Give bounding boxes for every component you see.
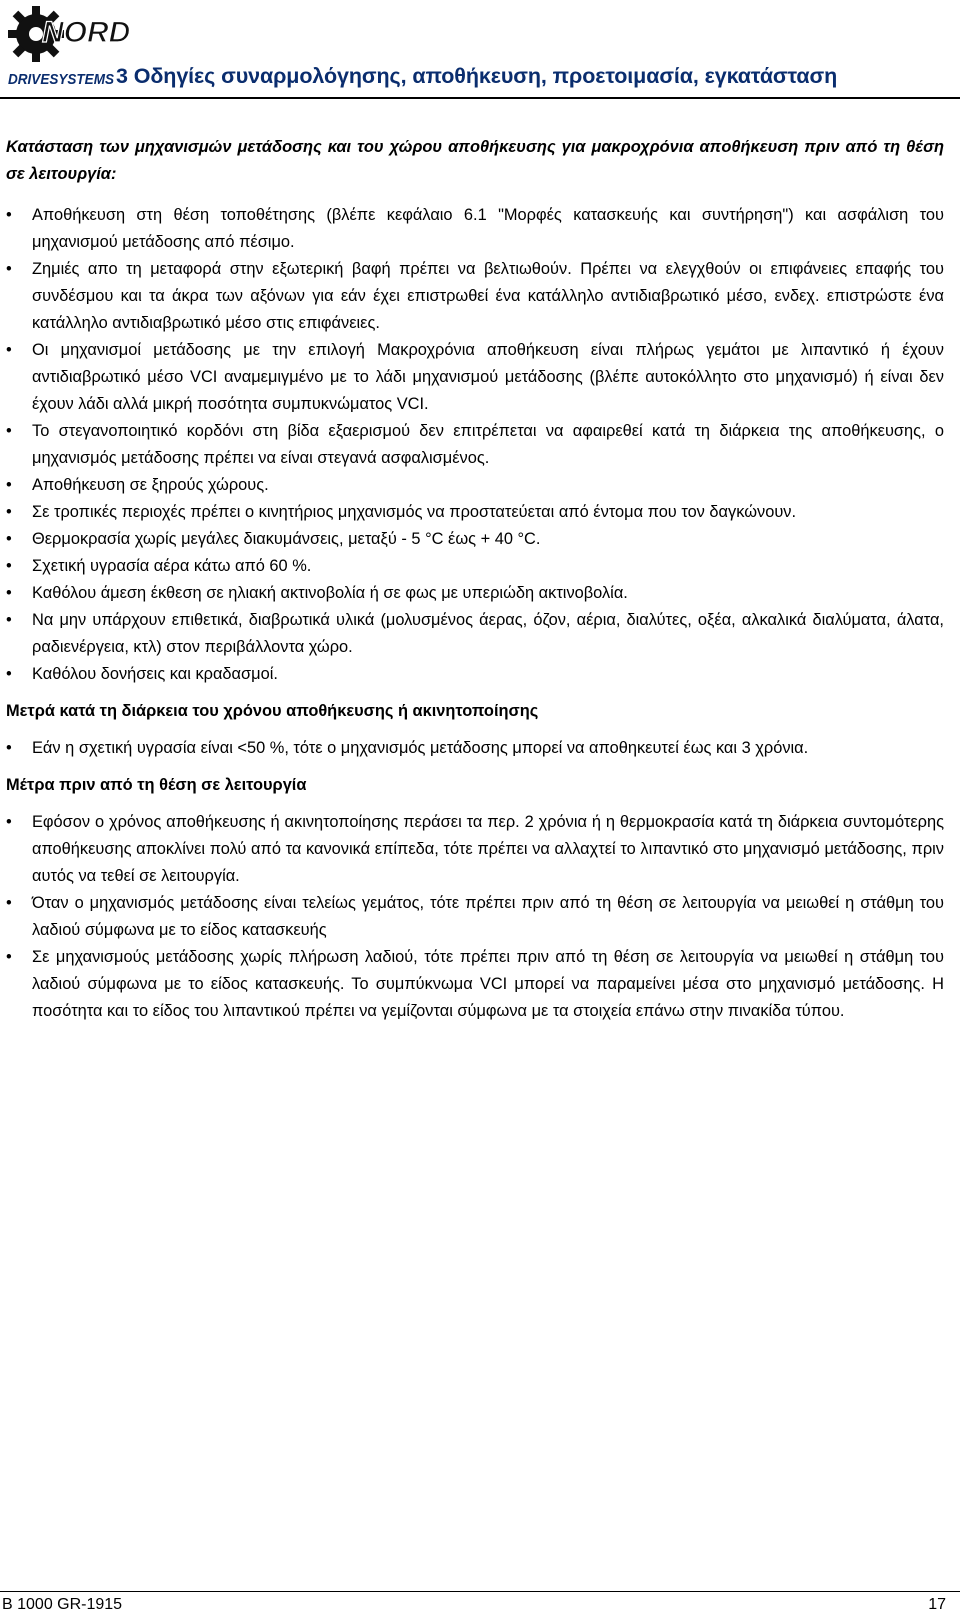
bullet-icon: • <box>6 260 12 278</box>
section-heading-storage-measures: Μετρά κατά τη διάρκεια του χρόνου αποθήκευσης ή ακινητοποίησης <box>6 702 539 720</box>
bullet-icon: • <box>6 665 12 683</box>
list-item: • Καθόλου δονήσεις και κραδασμοί. <box>6 661 944 688</box>
bullet-icon: • <box>6 611 12 629</box>
bullet-icon: • <box>6 739 12 757</box>
list-item: • Το στεγανοποιητικό κορδόνι στη βίδα εξαερισμού δεν επιτρέπεται να αφαιρεθεί κατά τη διάρκεια της αποθήκευσης, ο μηχανισμός μετάδοσης πρέπει να είναι στεγανά ασφαλισμένος. <box>6 418 944 472</box>
bullet-icon: • <box>6 206 12 224</box>
list-item: • Σε μηχανισμούς μετάδοσης χωρίς πλήρωση λαδιού, τότε πρέπει πριν από τη θέση σε λειτουργία να μειωθεί η στάθμη του λαδιού σύμφωνα με το είδος κατασκευής. Το συμπύκνωμα VCI μπορεί να παραμείνει μέσα στο μηχανισμό μετάδοσης. Η ποσότητα και το είδος του λιπαντικού πρέπει να γεμίζονται σύμφωνα με τα στοιχεία επάνω στην πινακίδα τύπου. <box>6 944 944 1025</box>
page-number: 17 <box>928 1596 946 1613</box>
nord-logo <box>6 2 131 90</box>
list-item: • Σχετική υγρασία αέρα κάτω από 60 %. <box>6 553 944 580</box>
bullet-icon: • <box>6 503 12 521</box>
bullet-icon: • <box>6 422 12 440</box>
bullet-icon: • <box>6 584 12 602</box>
list-item: • Όταν ο μηχανισμός μετάδοσης είναι τελείως γεμάτος, τότε πρέπει πριν από τη θέση σε λειτουργία να μειωθεί η στάθμη του λαδιού σύμφωνα με το είδος κατασκευής <box>6 890 944 944</box>
list-item: • Σε τροπικές περιοχές πρέπει ο κινητήριος μηχανισμός να προστατεύεται από έντομα που τον δαγκώνουν. <box>6 499 944 526</box>
list-item: • Ζημιές απο τη μεταφορά στην εξωτερική βαφή πρέπει να βελτιωθούν. Πρέπει να ελεγχθούν οι επιφάνειες επαφής του συνδέσμου και τα άκρα των αξόνων για εάν έχει επιστρωθεί ένα κατάλληλο αντιδιαβρωτικό μέσο, ενδεχ. επιστρώστε ένα κατάλληλο αντιδιαβρωτικό μέσο στις επιφάνειες. <box>6 256 944 337</box>
page-header <box>0 0 960 100</box>
bullet-icon: • <box>6 894 12 912</box>
bullet-icon: • <box>6 341 12 359</box>
list-item: • Οι μηχανισμοί μετάδοσης με την επιλογή Μακροχρόνια αποθήκευση είναι πλήρως γεμάτοι με λιπαντικό ή έχουν αντιδιαβρωτικό μέσο VCI αναμεμιγμένο με το λάδι μηχανισμού μετάδοσης (βλέπε αυτοκόλλητο στο μηχανισμό) ή είναι δεν έχουν λάδι αλλά μικρή ποσότητα συμπυκνώματος VCI. <box>6 337 944 418</box>
chapter-title: 3 Οδηγίες συναρμολόγησης, αποθήκευση, προετοιμασία, εγκατάσταση <box>116 64 838 88</box>
list-item: • Αποθήκευση στη θέση τοποθέτησης (βλέπε κεφάλαιο 6.1 "Μορφές κατασκευής και συντήρηση") και ασφάλιση του μηχανισμού μετάδοσης από πέσιμο. <box>6 202 944 256</box>
bullet-icon: • <box>6 948 12 966</box>
header-divider <box>0 97 960 99</box>
storage-conditions-list <box>6 202 944 688</box>
bullet-icon: • <box>6 476 12 494</box>
bullet-icon: • <box>6 557 12 575</box>
commissioning-measures-list <box>6 809 944 1025</box>
section-heading-long-term-storage: Κατάσταση των μηχανισμών μετάδοσης και του χώρου αποθήκευσης για μακροχρόνια αποθήκευση πριν από τη θέση σε λειτουργία: <box>6 138 944 183</box>
section-heading-commissioning-measures: Μέτρα πριν από τη θέση σε λειτουργία <box>6 776 307 794</box>
storage-measures-list <box>6 735 944 762</box>
list-item: • Αποθήκευση σε ξηρούς χώρους. <box>6 472 944 499</box>
list-item: • Εφόσον ο χρόνος αποθήκευσης ή ακινητοποίησης περάσει τα περ. 2 χρόνια ή η θερμοκρασία κατά τη διάρκεια συντομότερης αποθήκευσης αποκλίνει πολύ από τα κανονικά επίπεδα, τότε πρέπει να αλλαχτεί το λιπαντικό στο μηχανισμό μετάδοσης, πριν αυτός να τεθεί σε λειτουργία. <box>6 809 944 890</box>
list-item: • Θερμοκρασία χωρίς μεγάλες διακυμάνσεις, μεταξύ - 5 °C έως + 40 °C. <box>6 526 944 553</box>
document-code: B 1000 GR-1915 <box>2 1596 123 1613</box>
bullet-icon: • <box>6 813 12 831</box>
footer-divider <box>0 1591 960 1592</box>
svg-text:DRIVESYSTEMS: DRIVESYSTEMS <box>8 72 115 88</box>
list-item: • Εάν η σχετική υγρασία είναι <50 %, τότε ο μηχανισμός μετάδοσης μπορεί να αποθηκευτεί έως και 3 χρόνια. <box>6 735 944 762</box>
list-item: • Να μην υπάρχουν επιθετικά, διαβρωτικά υλικά (μολυσμένος άερας, όζον, αέρια, διαλύτες, οξέα, αλκαλικά διαλύματα, άλατα, ραδιενέργεια, κτλ) στον περιβάλλοντα χώρο. <box>6 607 944 661</box>
list-item: • Καθόλου άμεση έκθεση σε ηλιακή ακτινοβολία ή σε φως με υπεριώδη ακτινοβολία. <box>6 580 944 607</box>
bullet-icon: • <box>6 530 12 548</box>
svg-text:NORD: NORD <box>42 16 131 49</box>
page-content <box>6 134 944 1025</box>
